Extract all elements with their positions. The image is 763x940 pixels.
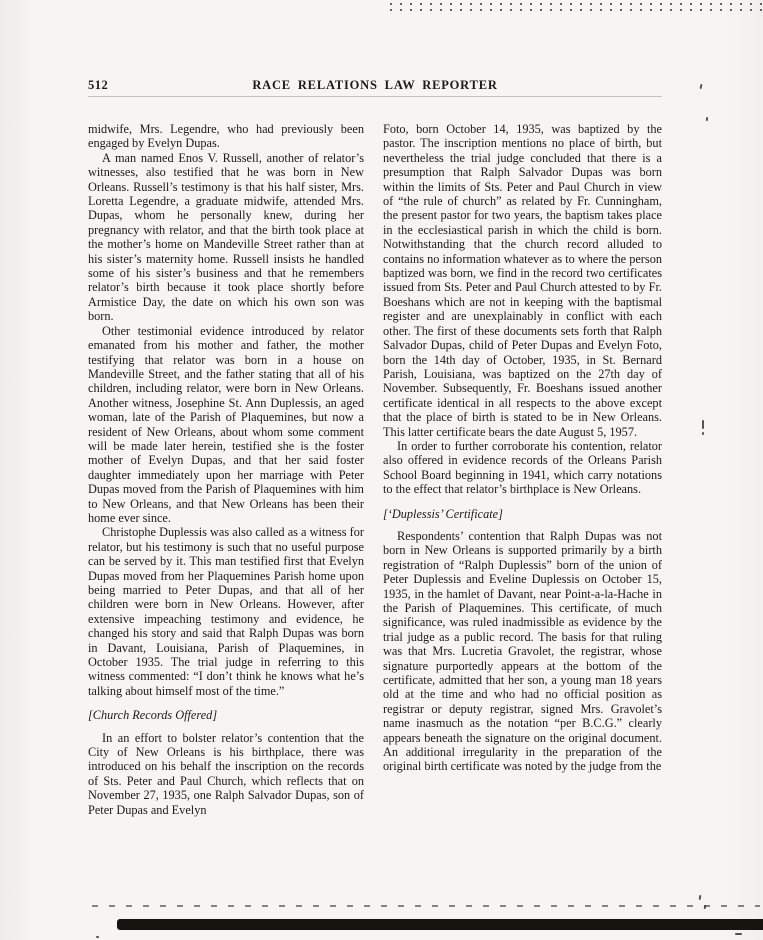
scan-speck xyxy=(96,936,99,938)
scan-artifact-top-dots xyxy=(390,3,763,5)
left-column xyxy=(88,122,364,918)
scan-artifact-black-bar xyxy=(117,919,763,930)
scan-speck xyxy=(704,905,707,909)
paragraph: In order to further corroborate his contention, relator also offered in evidence records of the Orleans Parish School Board beginning in 1941, which carry notations to the effect that relator’s birthplace is New Orleans. xyxy=(383,438,662,497)
section-heading-duplessis-certificate: [‘Duplessis’ Certificate] xyxy=(383,506,503,521)
paragraph: midwife, Mrs. Legendre, who had previously been engaged by Evelyn Dupas. xyxy=(88,122,364,151)
paragraph: Christophe Duplessis was also called as a witness for relator, but his testimony is such that no useful purpose can be served by it. This man testified first that Evelyn Dupas moved from her Plaquemines Parish home upon being married to Peter Dupas, and that all of her children were born in New Orleans. However, after extensive impeaching testimony and evidence, he changed his story and said that Ralph Dupas was born in Davant, Louisiana, Parish of Plaquemines, in October 1935. The trial judge in referring to this witness commented: “I don’t think he knows what he’s talking about himself most of the time.” xyxy=(88,525,364,698)
scan-speck xyxy=(702,432,704,435)
paragraph: A man named Enos V. Russell, another of relator’s witnesses, also testified that he was born in New Orleans. Russell’s testimony is that his half sister, Mrs. Loretta Legendre, a graduate midwife, attended Mrs. Dupas, whom he personally knew, during her pregnancy with relator, and that the birth took place at the mother’s home on Mandeville Street rather than at his sister’s maternity home. Russell insists he handled some of his sister’s business and that he remembers relator’s birth because it took place shortly before Armistice Day, the date on which his own son was born. xyxy=(88,150,364,324)
scan-speck xyxy=(735,933,742,935)
paragraph: Respondents’ contention that Ralph Dupas was not born in New Orleans is supported primarily by a birth registration of “Ralph Duplessis” born of the union of Peter Duplessis and Eveline Duplessis on October 15, 1935, in the hamlet of Davant, near Point-a-la-Hache in the Parish of Plaquemines. This certificate, of much significance, was ruled inadmissible as evidence by the trial judge as a public record. The basis for that ruling was that Mrs. Lucretia Gravolet, the registrar, whose signature purportedly appears at the bottom of the certificate, admitted that her son, a young man 18 years old at the time and who had no official position as registrar or deputy registrar, signed Mrs. Gravolet’s name inasmuch as the notation “per B.C.G.” clearly appears beneath the signature on the original document. An additional irregularity in the preparation of the original birth certificate was noted by the judge from the xyxy=(383,528,662,774)
paragraph: Foto, born October 14, 1935, was baptized by the pastor. The inscription mentions no place of birth, but nevertheless the trial judge concluded that there is a presumption that Ralph Salvador Dupas was born within the limits of Sts. Peter and Paul Church in view of “the rule of church” as related by Fr. Cunningham, the present pastor for two years, the baptism takes place in the ecclesiastical parish in which the child is born. Notwithstanding that the church record alluded to contains no information whatever as to where the person baptized was born, we find in the record two certificates issued from Sts. Peter and Paul Church attested to by Fr. Boeshans which are not in keeping with the baptismal register and are unexplainably in conflict with each other. The first of these documents sets forth that Ralph Salvador Dupas, child of Peter Dupas and Evelyn Foto, born the 14th day of October, 1935, in St. Bernard Parish, Louisiana, was baptized on the 27th day of November. Subsequently, Fr. Boeshans issued another certificate identical in all respects to the above except that the place of birth is stated to be in New Orleans. This latter certificate bears the date August 5, 1957. xyxy=(383,122,662,439)
scan-artifact-top-dots xyxy=(390,9,763,11)
scan-speck xyxy=(700,84,703,89)
section-heading-church-records: [Church Records Offered] xyxy=(88,708,218,723)
paragraph: In an effort to bolster relator’s contention that the City of New Orleans is his birthplace, there was introduced on his behalf the inscription on the records of Sts. Peter and Paul Church, which reflects that on November 27, 1935, one Ralph Salvador Dupas, son of Peter Dupas and Evelyn xyxy=(88,730,364,817)
page-title: RACE RELATIONS LAW REPORTER xyxy=(252,78,498,92)
scan-speck xyxy=(706,117,709,121)
page-number: 512 xyxy=(88,78,109,92)
paragraph: Other testimonial evidence introduced by relator emanated from his mother and father, the mother testifying that relator was born in a house on Mandeville Street, and the father stating that all of his children, including relator, were born in New Orleans. Another witness, Josephine St. Ann Duplessis, an aged woman, late of the Parish of Plaquemines, but now a resident of New Orleans, about whom some comment will be made later herein, testified she is the foster mother of Evelyn Dupas, and that her said foster daughter immediately upon her marriage with Peter Dupas moved from the Parish of Plaquemines with him to New Orleans, and that New Orleans has been their home ever since. xyxy=(88,323,364,525)
scan-speck xyxy=(702,420,704,429)
scan-speck xyxy=(699,895,702,900)
header-rule xyxy=(88,96,662,97)
text-columns xyxy=(88,122,662,918)
right-column xyxy=(383,122,662,918)
scan-artifact-bottom-dashes xyxy=(92,905,760,907)
page-header xyxy=(88,78,662,94)
